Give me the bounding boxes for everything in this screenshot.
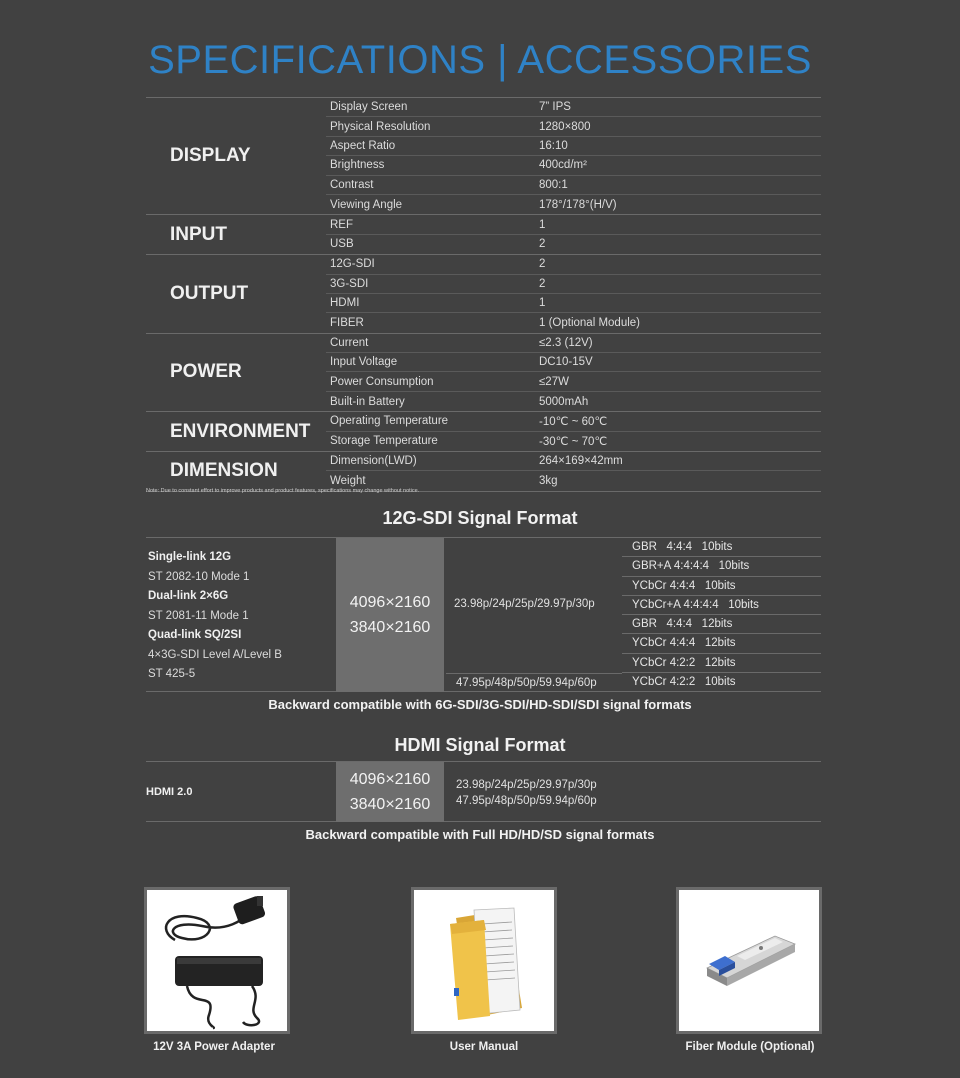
sdi-format-table [146, 537, 821, 692]
spec-value: 1280×800 [539, 120, 591, 133]
spec-group-environment [146, 412, 821, 452]
spec-row [326, 156, 821, 175]
spec-key: 3G-SDI [330, 277, 369, 290]
hdmi-section-title: HDMI Signal Format [394, 735, 566, 755]
spec-key: Display Screen [330, 101, 408, 114]
sdi-link-type: Single-link 12G [148, 551, 232, 563]
power-adapter-icon [147, 890, 287, 1031]
hdmi-compat-note: Backward compatible with Full HD/HD/SD signal formats [305, 827, 655, 842]
spec-key: HDMI [330, 297, 360, 310]
sdi-color-format: GBR 4:4:4 10bits [622, 538, 821, 557]
spec-value: 3kg [539, 475, 558, 488]
spec-key: Operating Temperature [330, 415, 449, 428]
spec-key: Brightness [330, 159, 385, 172]
accessory-caption-fiber: Fiber Module (Optional) [685, 1041, 815, 1053]
hdmi-frame-rates-2: 47.95p/48p/50p/59.94p/60p [456, 795, 597, 807]
spec-group-label: OUTPUT [170, 282, 249, 304]
spec-row [326, 334, 821, 353]
spec-row [326, 195, 821, 214]
spec-row [326, 98, 821, 117]
spec-value: 178°/178°(H/V) [539, 198, 617, 211]
spec-group-rows [326, 98, 821, 214]
spec-value: -30℃ ~ 70℃ [539, 436, 608, 449]
spec-group-rows [326, 412, 821, 451]
spec-group-dimension [146, 452, 821, 492]
spec-group-power [146, 334, 821, 413]
spec-value: 1 (Optional Module) [539, 316, 640, 329]
page-title: SPECIFICATIONS | ACCESSORIES [148, 38, 812, 82]
hdmi-resolution-box [336, 762, 444, 822]
spec-value: 264×169×42mm [539, 455, 623, 468]
sdi-color-format: YCbCr 4:2:2 12bits [622, 654, 821, 673]
spec-value: -10℃ ~ 60℃ [539, 416, 608, 429]
spec-row [326, 235, 821, 254]
spec-key: 12G-SDI [330, 258, 375, 271]
sdi-link-type: Quad-link SQ/2SI [148, 629, 242, 641]
sdi-resolution-4096: 4096×2160 [349, 594, 431, 611]
fiber-module-icon [679, 890, 819, 1031]
sdi-link-list [148, 548, 333, 685]
sdi-color-format: GBR+A 4:4:4:4 10bits [622, 557, 821, 576]
power-adapter-image [144, 887, 290, 1034]
spec-note: Note: Due to constant effort to improve products and product features, specifications may change without notice. [146, 488, 420, 494]
sdi-frame-rates-1: 23.98p/24p/25p/29.97p/30p [454, 598, 595, 610]
spec-value: ≤2.3 (12V) [539, 336, 593, 349]
hdmi-version-label: HDMI 2.0 [146, 786, 193, 798]
spec-value: DC10-15V [539, 356, 593, 369]
user-manual-image [411, 887, 557, 1034]
spec-row [326, 452, 821, 471]
spec-value: 2 [539, 277, 546, 290]
spec-key: REF [330, 218, 353, 231]
spec-value: 5000mAh [539, 395, 589, 408]
sdi-resolution-box [336, 538, 444, 692]
hdmi-format-table [146, 761, 821, 822]
spec-value: 800:1 [539, 178, 568, 191]
spec-row [326, 392, 821, 411]
spec-key: Power Consumption [330, 375, 434, 388]
accessory-caption-manual: User Manual [449, 1041, 519, 1053]
folder-manual-icon [414, 890, 554, 1031]
spec-row [326, 117, 821, 136]
spec-row [326, 294, 821, 313]
spec-group-label: POWER [170, 361, 242, 383]
spec-value: 2 [539, 258, 546, 271]
sdi-color-format: GBR 4:4:4 12bits [622, 615, 821, 634]
spec-key: Input Voltage [330, 356, 398, 369]
hdmi-frame-rates-1: 23.98p/24p/25p/29.97p/30p [456, 779, 597, 791]
spec-key: USB [330, 238, 354, 251]
spec-row [326, 313, 821, 332]
sdi-link-standard: 4×3G-SDI Level A/Level B [148, 648, 282, 661]
spec-key: Weight [330, 475, 366, 488]
spec-row [326, 176, 821, 195]
spec-value: 7” IPS [539, 101, 571, 114]
spec-key: Dimension(LWD) [330, 455, 417, 468]
spec-value: 400cd/m² [539, 159, 587, 172]
spec-group-rows [326, 215, 821, 254]
spec-key: Physical Resolution [330, 120, 431, 133]
spec-key: Aspect Ratio [330, 139, 396, 152]
spec-key: Current [330, 336, 369, 349]
spec-group-output [146, 255, 821, 334]
sdi-section-title: 12G-SDI Signal Format [382, 508, 578, 528]
spec-group-label: DISPLAY [170, 145, 251, 167]
spec-row [326, 215, 821, 234]
spec-value: 16:10 [539, 139, 568, 152]
hdmi-frame-rates [456, 777, 597, 809]
spec-key: FIBER [330, 316, 364, 329]
sdi-color-format: YCbCr 4:2:2 10bits [632, 676, 736, 689]
hdmi-resolution-3840: 3840×2160 [349, 796, 431, 813]
spec-key: Built-in Battery [330, 395, 405, 408]
spec-row [326, 137, 821, 156]
spec-row [326, 275, 821, 294]
spec-value: 2 [539, 238, 546, 251]
sdi-color-format: YCbCr 4:4:4 10bits [622, 577, 821, 596]
sdi-color-format: YCbCr 4:4:4 12bits [622, 634, 821, 653]
hdmi-resolution-4096: 4096×2160 [349, 771, 431, 788]
spec-group-label: INPUT [170, 223, 227, 245]
spec-group-input [146, 215, 821, 255]
spec-row [326, 432, 821, 451]
sdi-link-type: Dual-link 2×6G [148, 590, 229, 602]
accessory-caption-adapter: 12V 3A Power Adapter [153, 1041, 275, 1053]
spec-row [326, 412, 821, 431]
sdi-frame-rates-2: 47.95p/48p/50p/59.94p/60p [446, 673, 622, 692]
spec-row [326, 353, 821, 372]
sdi-color-format: YCbCr+A 4:4:4:4 10bits [622, 596, 821, 615]
sdi-link-standard: ST 425-5 [148, 668, 196, 680]
spec-row [326, 255, 821, 274]
spec-group-rows [326, 255, 821, 333]
sdi-color-formats [622, 538, 821, 692]
spec-group-label: DIMENSION [170, 460, 278, 482]
spec-value: 1 [539, 297, 546, 310]
spec-group-rows [326, 334, 821, 412]
spec-key: Storage Temperature [330, 435, 438, 448]
spec-group-rows [326, 452, 821, 491]
fiber-module-image [676, 887, 822, 1034]
spec-key: Viewing Angle [330, 198, 403, 211]
spec-value: 1 [539, 218, 546, 231]
spec-row [326, 372, 821, 391]
sdi-link-standard: ST 2081-11 Mode 1 [148, 609, 249, 622]
sdi-resolution-3840: 3840×2160 [349, 619, 431, 636]
spec-key: Contrast [330, 178, 374, 191]
sdi-compat-note: Backward compatible with 6G-SDI/3G-SDI/HD-SDI/SDI signal formats [268, 697, 692, 712]
spec-group-label: ENVIRONMENT [170, 420, 311, 442]
sdi-link-standard: ST 2082-10 Mode 1 [148, 570, 250, 583]
spec-table [146, 97, 821, 492]
spec-value: ≤27W [539, 375, 569, 388]
spec-group-display [146, 98, 821, 215]
